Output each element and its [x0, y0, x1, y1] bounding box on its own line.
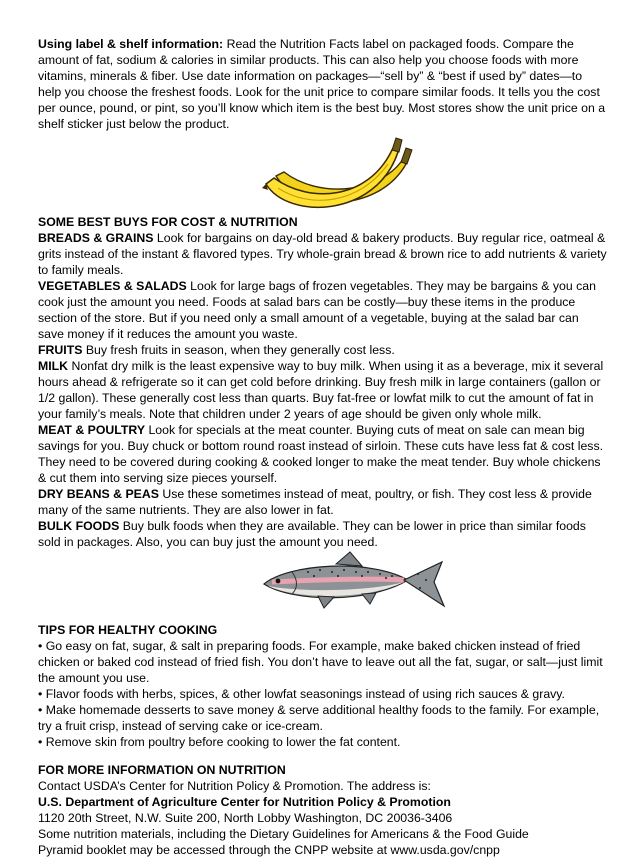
intro-label: Using label & shelf information:	[38, 37, 224, 51]
best-buy-item	[38, 422, 608, 486]
more-info-org: U.S. Department of Agriculture Center for Nutrition Policy & Promotion	[38, 795, 451, 809]
fish-illustration	[38, 550, 608, 622]
best-buy-item	[38, 486, 608, 518]
document-page	[38, 36, 608, 858]
best-buy-text: Buy fresh fruits in season, when they generally cost less.	[82, 343, 395, 357]
more-info-line: Some nutrition materials, including the Dietary Guidelines for Americans & the Food Guide	[38, 827, 529, 841]
best-buy-item	[38, 230, 608, 278]
best-buy-item	[38, 518, 608, 550]
more-info-line: Contact USDA’s Center for Nutrition Policy & Promotion. The address is:	[38, 779, 431, 793]
more-info-heading: FOR MORE INFORMATION ON NUTRITION	[38, 763, 286, 777]
more-info-address: 1120 20th Street, N.W. Suite 200, North Lobby Washington, DC 20036-3406	[38, 811, 453, 825]
best-buy-text: Look for large bags of frozen vegetables. They may be bargains & you can cook just the amount you need. Foods at salad bars can be costly—buy these items in the produce section of the store. But if you need only a small amount of a vegetable, buying at the salad bar can save money if it reduces the amount you waste.	[38, 279, 596, 341]
more-info-line: Pyramid booklet may be accessed through the CNPP website at www.usda.gov/cnpp	[38, 843, 500, 857]
best-buy-label: VEGETABLES & SALADS	[38, 279, 187, 293]
best-buy-label: MEAT & POULTRY	[38, 423, 146, 437]
intro-paragraph	[38, 36, 608, 132]
banana-illustration	[38, 132, 608, 214]
tip-item: • Go easy on fat, sugar, & salt in preparing foods. For example, make baked chicken instead of fried chicken or baked cod instead of fried fish. You don’t have to leave out all the fat, sugar, or salt—just limit the amount you use.	[38, 639, 603, 685]
best-buy-label: FRUITS	[38, 343, 83, 357]
best-buy-label: MILK	[38, 359, 69, 373]
best-buy-item	[38, 358, 608, 422]
best-buy-item	[38, 342, 608, 358]
banana-icon	[258, 134, 418, 214]
best-buy-text: Look for specials at the meat counter. Buying cuts of meat on sale can mean big savings for you. Buy chuck or bottom round roast instead of sirloin. These cuts have less fat & cost less. They need to be covered during cooking & cooked longer to make the meat tender. Buy whole chickens & cut them into serving size pieces yourself.	[38, 423, 604, 485]
best-buys-heading: SOME BEST BUYS FOR COST & NUTRITION	[38, 215, 298, 229]
best-buy-label: BULK FOODS	[38, 519, 120, 533]
best-buy-label: BREADS & GRAINS	[38, 231, 154, 245]
best-buy-text: Nonfat dry milk is the least expensive way to buy milk. When using it as a beverage, mix it several hours ahead & refrigerate so it can get cold before drinking. Buy fresh milk in large containers (gallon or 1/2 gallon). These generally cost less than quarts. Buy fat-free or lowfat milk to cut the amount of fat in your family’s meals. Note that children under 2 years of age should be given only whole milk.	[38, 359, 604, 421]
best-buy-item	[38, 278, 608, 342]
intro-text: Read the Nutrition Facts label on packaged foods. Compare the amount of fat, sodium & calories in similar products. This can also help you choose foods with more vitamins, minerals & fiber. Use date information on packages—“sell by” & “best if used by” dates—to help you choose the freshest foods. Look for the unit price to compare similar foods. It tells you the cost per ounce, pound, or pint, so you’ll know which item is the best buy. Most stores show the unit price on a shelf sticker just below the product.	[38, 37, 606, 131]
best-buy-text: Look for bargains on day-old bread & bakery products. Buy regular rice, oatmeal & grits instead of the instant & flavored types. Try whole-grain bread & brown rice to add nutrients & variety to family meals.	[38, 231, 607, 277]
section-gap	[38, 750, 608, 762]
best-buy-label: DRY BEANS & PEAS	[38, 487, 159, 501]
tip-item: • Make homemade desserts to save money & serve additional healthy foods to the family. For example, try a fruit crisp, instead of serving cake or ice-cream.	[38, 703, 600, 733]
best-buy-text: Buy bulk foods when they are available. They can be lower in price than similar foods sold in packages. Also, you can buy just the amount you need.	[38, 519, 586, 549]
tip-item: • Remove skin from poultry before cooking to lower the fat content.	[38, 735, 401, 749]
tips-heading: TIPS FOR HEALTHY COOKING	[38, 623, 218, 637]
tip-item: • Flavor foods with herbs, spices, & other lowfat seasonings instead of using rich sauces & gravy.	[38, 687, 565, 701]
best-buy-text: Use these sometimes instead of meat, poultry, or fish. They cost less & provide many of the same nutrients. They are also lower in fat.	[38, 487, 592, 517]
fish-icon	[258, 550, 448, 616]
